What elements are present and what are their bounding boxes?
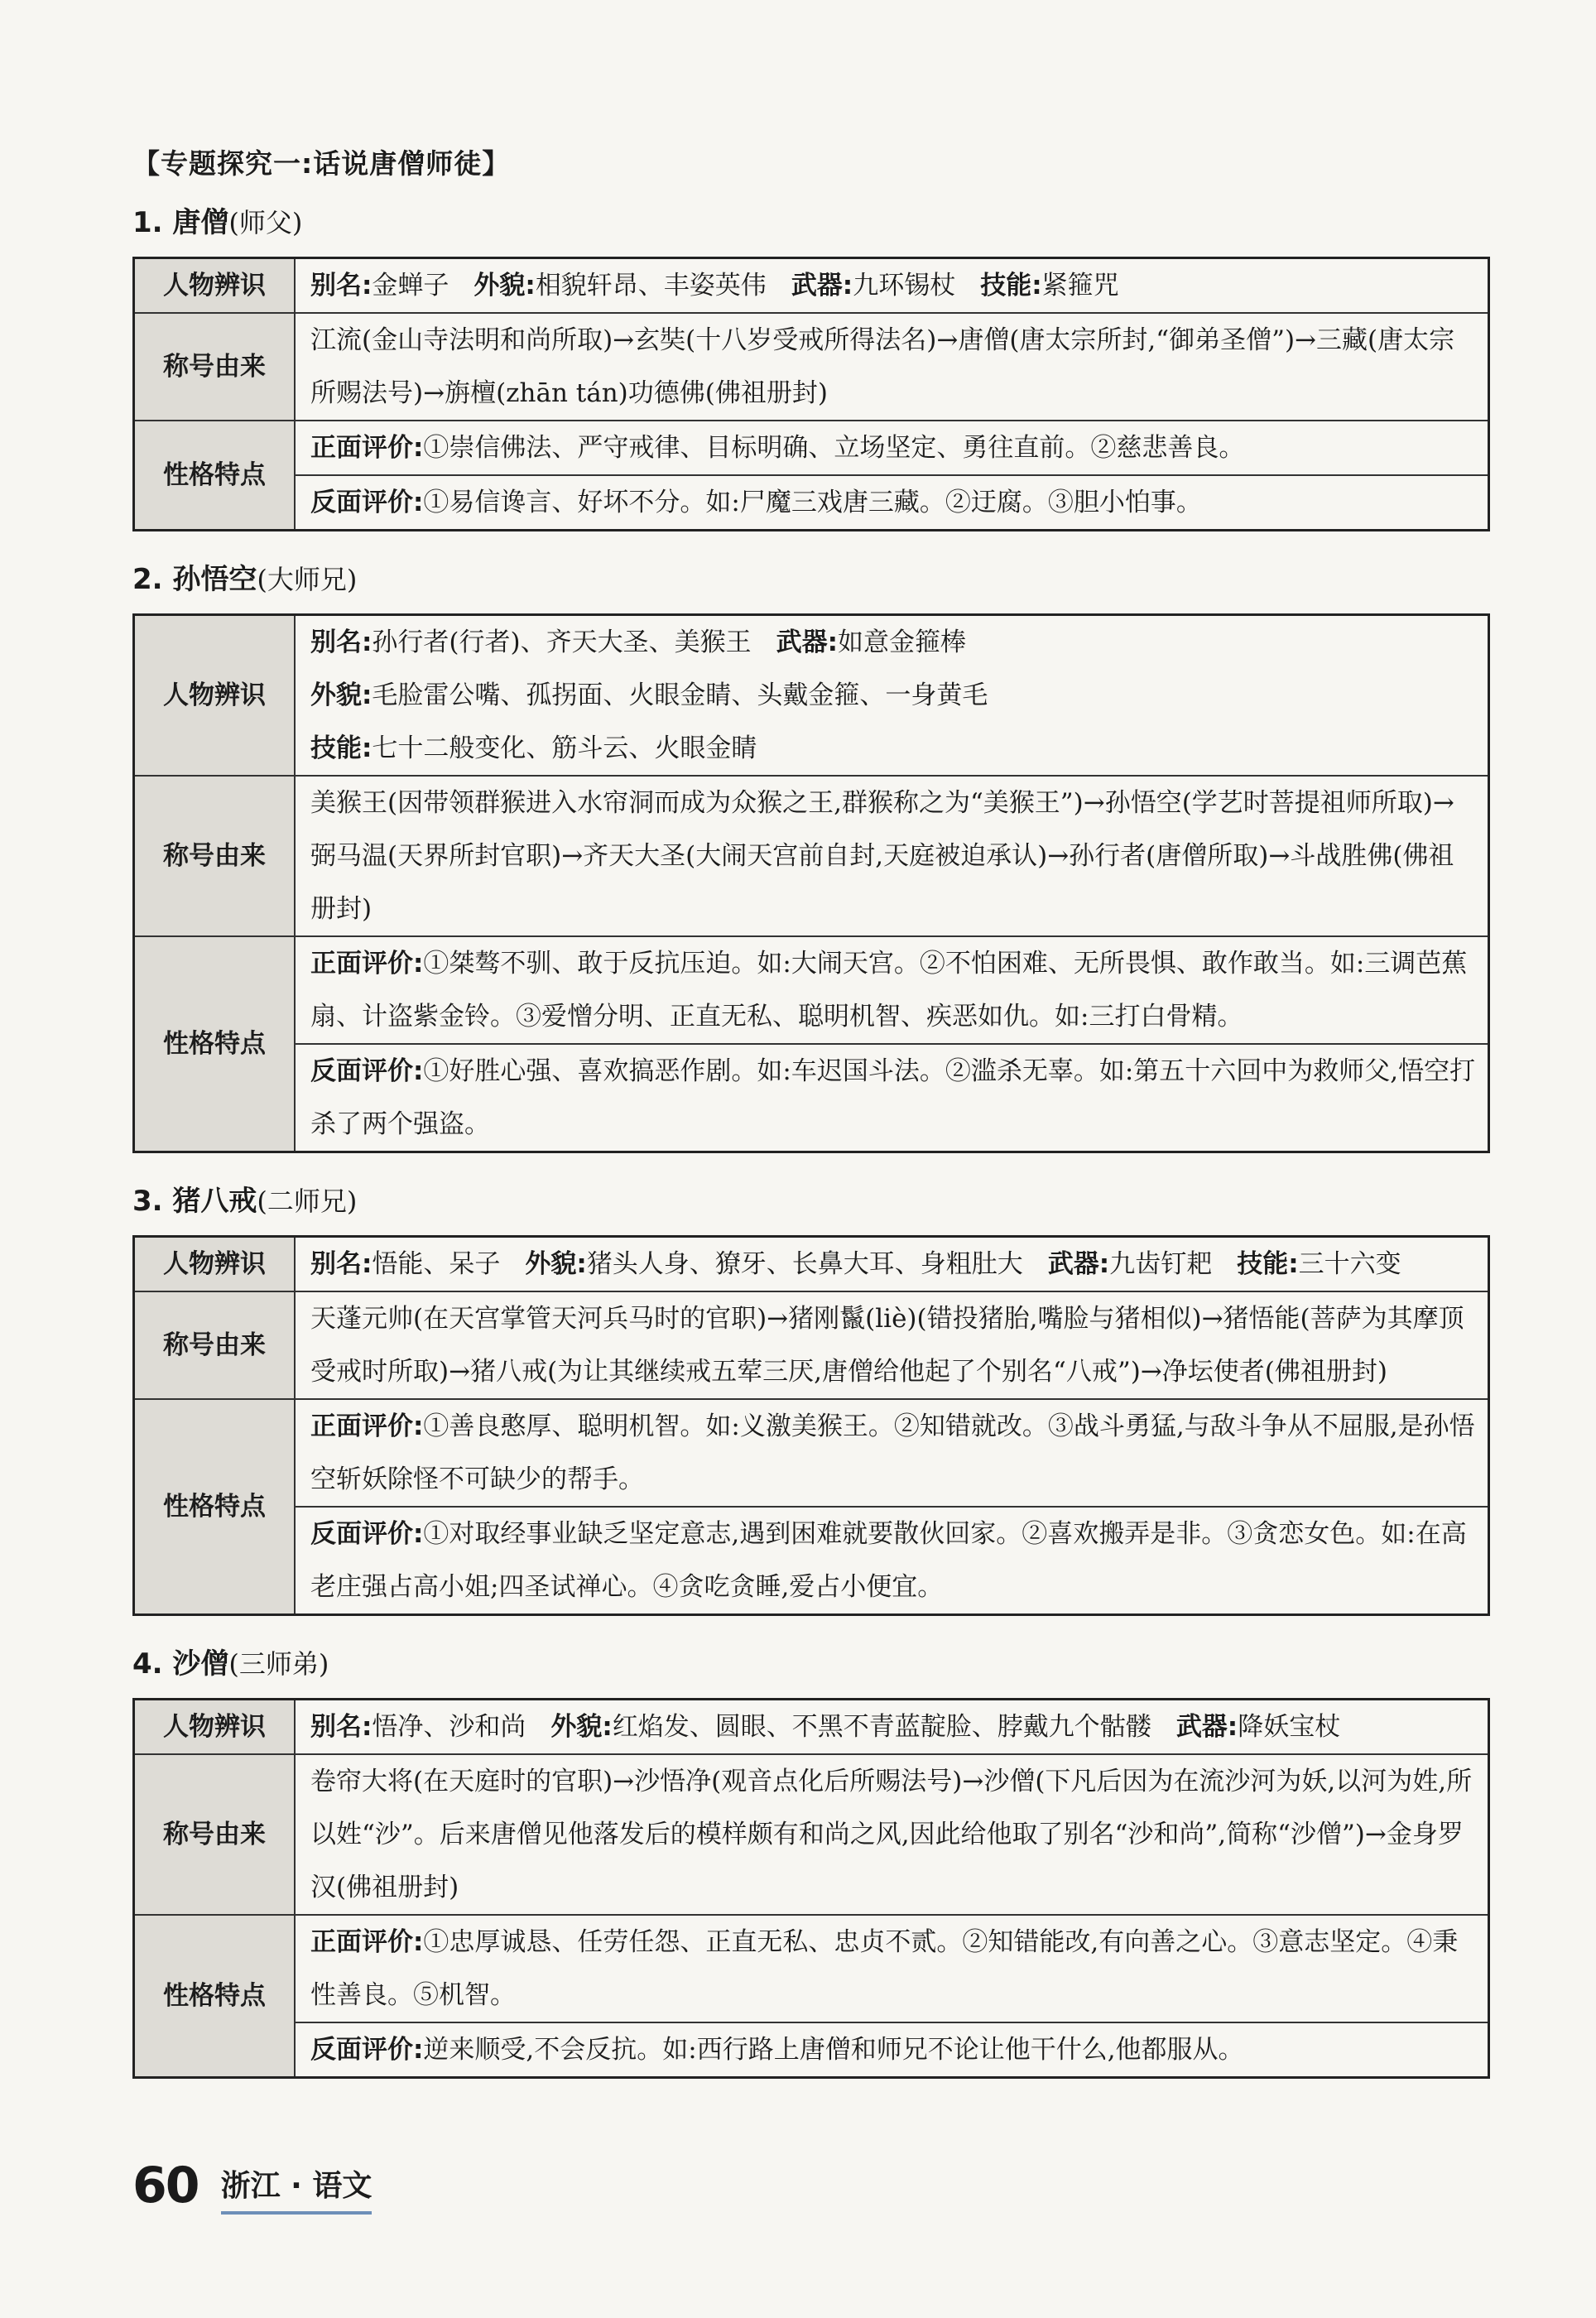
identity-cell bbox=[295, 1700, 1489, 1755]
positive-label: 正面评价: bbox=[310, 949, 424, 979]
field-value: 降妖宝杖 bbox=[1238, 1712, 1341, 1742]
field-value: 如意金箍棒 bbox=[838, 628, 966, 657]
field-label: 武器: bbox=[791, 271, 853, 301]
field-value: 孙行者(行者)、齐天大圣、美猴王 bbox=[372, 628, 752, 657]
character-role: (师父) bbox=[228, 207, 303, 238]
identity-line bbox=[310, 722, 1476, 775]
negative-evaluation bbox=[295, 2022, 1489, 2078]
field-label: 别名: bbox=[310, 1249, 373, 1279]
character-name: 1. 唐僧 bbox=[132, 206, 229, 239]
field-value: 三十六变 bbox=[1298, 1249, 1401, 1279]
negative-label: 反面评价: bbox=[310, 1056, 424, 1086]
field-label: 武器: bbox=[1047, 1249, 1110, 1279]
identity-row bbox=[134, 1237, 1489, 1292]
field-value: 毛脸雷公嘴、孤拐面、火眼金睛、头戴金箍、一身黄毛 bbox=[372, 680, 988, 710]
personality-negative-row bbox=[134, 2022, 1489, 2078]
character-table bbox=[132, 1698, 1490, 2079]
negative-text: ①易信谗言、好坏不分。如:尸魔三戏唐三藏。②迂腐。③胆小怕事。 bbox=[423, 488, 1202, 517]
field-value: 七十二般变化、筋斗云、火眼金睛 bbox=[372, 733, 757, 763]
footer-label: 浙江 · 语文 bbox=[221, 2162, 373, 2215]
character-role: (三师弟) bbox=[228, 1648, 329, 1680]
positive-evaluation bbox=[295, 1399, 1489, 1507]
origin-row bbox=[134, 776, 1489, 936]
personality-positive-row bbox=[134, 1399, 1489, 1507]
field-label: 技能: bbox=[1237, 1249, 1299, 1279]
negative-evaluation bbox=[295, 1507, 1489, 1615]
identity-line bbox=[310, 1238, 1476, 1291]
negative-text: ①好胜心强、喜欢搞恶作剧。如:车迟国斗法。②滥杀无辜。如:第五十六回中为救师父,悟空打杀了两个强盗。 bbox=[310, 1056, 1476, 1139]
positive-text: ①桀骜不驯、敢于反抗压迫。如:大闹天宫。②不怕困难、无所畏惧、敢作敢当。如:三调芭蕉扇、计盗紫金铃。③爱憎分明、正直无私、聪明机智、疾恶如仇。如:三打白骨精。 bbox=[310, 949, 1468, 1032]
row-header-origin: 称号由来 bbox=[134, 776, 296, 936]
origin-row bbox=[134, 1754, 1489, 1915]
negative-label: 反面评价: bbox=[310, 2035, 424, 2065]
section-title bbox=[132, 556, 1490, 597]
positive-text: ①忠厚诚恳、任劳任怨、正直无私、忠贞不贰。②知错能改,有向善之心。③意志坚定。④秉性善良。⑤机智。 bbox=[310, 1927, 1459, 2010]
row-header-identity: 人物辨识 bbox=[134, 258, 296, 314]
negative-evaluation bbox=[295, 475, 1489, 531]
character-role: (大师兄) bbox=[257, 564, 358, 595]
field-value: 悟净、沙和尚 bbox=[372, 1712, 526, 1742]
field-label: 别名: bbox=[310, 628, 373, 657]
personality-negative-row bbox=[134, 1044, 1489, 1152]
row-header-origin: 称号由来 bbox=[134, 1754, 296, 1915]
field-label: 技能: bbox=[310, 733, 373, 763]
positive-label: 正面评价: bbox=[310, 1927, 424, 1957]
personality-positive-row bbox=[134, 936, 1489, 1044]
identity-line bbox=[310, 259, 1476, 312]
character-name: 4. 沙僧 bbox=[132, 1647, 229, 1681]
origin-text: 美猴王(因带领群猴进入水帘洞而成为众猴之王,群猴称之为“美猴王”)→孙悟空(学艺时菩提祖师所取)→弼马温(天界所封官职)→齐天大圣(大闹天宫前自封,天庭被迫承认)→孙行者(唐僧所取)→斗战胜佛(佛祖册封) bbox=[295, 776, 1489, 936]
topic-heading: 【专题探究一:话说唐僧师徒】 bbox=[132, 147, 511, 180]
field-value: 相貌轩昂、丰姿英伟 bbox=[535, 271, 767, 301]
positive-evaluation bbox=[295, 936, 1489, 1044]
row-header-personality: 性格特点 bbox=[134, 421, 296, 531]
personality-negative-row bbox=[134, 1507, 1489, 1615]
positive-text: ①善良憨厚、聪明机智。如:义激美猴王。②知错就改。③战斗勇猛,与敌斗争从不屈服,是孙悟空斩妖除怪不可缺少的帮手。 bbox=[310, 1411, 1475, 1494]
positive-label: 正面评价: bbox=[310, 1411, 424, 1441]
section-title bbox=[132, 200, 1490, 240]
field-label: 武器: bbox=[1175, 1712, 1238, 1742]
row-header-identity: 人物辨识 bbox=[134, 1237, 296, 1292]
identity-line bbox=[310, 616, 1476, 669]
positive-label: 正面评价: bbox=[310, 433, 424, 463]
negative-evaluation bbox=[295, 1044, 1489, 1152]
identity-row bbox=[134, 1700, 1489, 1755]
row-header-identity: 人物辨识 bbox=[134, 615, 296, 777]
section-title bbox=[132, 1178, 1490, 1219]
field-value: 九环锡杖 bbox=[853, 271, 956, 301]
field-value: 红焰发、圆眼、不黑不青蓝靛脸、脖戴九个骷髅 bbox=[612, 1712, 1151, 1742]
character-name: 3. 猪八戒 bbox=[132, 1185, 257, 1218]
personality-negative-row bbox=[134, 475, 1489, 531]
positive-evaluation bbox=[295, 421, 1489, 475]
negative-label: 反面评价: bbox=[310, 488, 424, 517]
character-table bbox=[132, 257, 1490, 531]
section-title bbox=[132, 1641, 1490, 1681]
origin-text: 卷帘大将(在天庭时的官职)→沙悟净(观音点化后所赐法号)→沙僧(下凡后因为在流沙河为妖,以河为姓,所以姓“沙”。后来唐僧见他落发后的模样颇有和尚之风,因此给他取了别名“沙和尚”,简称“沙僧”)→金身罗汉(佛祖册封) bbox=[295, 1754, 1489, 1915]
identity-cell bbox=[295, 615, 1489, 777]
row-header-personality: 性格特点 bbox=[134, 936, 296, 1152]
identity-row bbox=[134, 258, 1489, 314]
field-label: 技能: bbox=[980, 271, 1042, 301]
positive-text: ①崇信佛法、严守戒律、目标明确、立场坚定、勇往直前。②慈悲善良。 bbox=[423, 433, 1245, 463]
field-value: 猪头人身、獠牙、长鼻大耳、身粗肚大 bbox=[586, 1249, 1023, 1279]
row-header-identity: 人物辨识 bbox=[134, 1700, 296, 1755]
character-table bbox=[132, 613, 1490, 1153]
negative-text: ①对取经事业缺乏坚定意志,遇到困难就要散伙回家。②喜欢搬弄是非。③贪恋女色。如:在高老庄强占高小姐;四圣试禅心。④贪吃贪睡,爱占小便宜。 bbox=[310, 1519, 1467, 1602]
identity-row bbox=[134, 615, 1489, 777]
field-label: 外貌: bbox=[525, 1249, 587, 1279]
field-value: 紧箍咒 bbox=[1041, 271, 1119, 301]
field-value: 九齿钉耙 bbox=[1109, 1249, 1213, 1279]
field-label: 武器: bbox=[776, 628, 838, 657]
field-label: 外貌: bbox=[310, 680, 373, 710]
row-header-personality: 性格特点 bbox=[134, 1399, 296, 1615]
negative-text: 逆来顺受,不会反抗。如:西行路上唐僧和师兄不论让他干什么,他都服从。 bbox=[423, 2035, 1244, 2065]
identity-line bbox=[310, 669, 1476, 722]
origin-text: 天蓬元帅(在天宫掌管天河兵马时的官职)→猪刚鬣(liè)(错投猪胎,嘴脸与猪相似)→猪悟能(菩萨为其摩顶受戒时所取)→猪八戒(为让其继续戒五荤三厌,唐僧给他起了个别名“八戒”)→净坛使者(佛祖册封) bbox=[295, 1291, 1489, 1399]
page-number: 60 bbox=[132, 2157, 199, 2215]
personality-positive-row bbox=[134, 421, 1489, 475]
origin-text: 江流(金山寺法明和尚所取)→玄奘(十八岁受戒所得法名)→唐僧(唐太宗所封,“御弟圣僧”)→三藏(唐太宗所赐法号)→旃檀(zhān tán)功德佛(佛祖册封) bbox=[295, 313, 1489, 421]
positive-evaluation bbox=[295, 1915, 1489, 2022]
identity-cell bbox=[295, 1237, 1489, 1292]
field-label: 外貌: bbox=[474, 271, 536, 301]
character-sections bbox=[132, 200, 1490, 2079]
field-label: 别名: bbox=[310, 1712, 373, 1742]
row-header-origin: 称号由来 bbox=[134, 313, 296, 421]
character-role: (二师兄) bbox=[257, 1185, 358, 1217]
page-footer bbox=[132, 2157, 372, 2223]
personality-positive-row bbox=[134, 1915, 1489, 2022]
negative-label: 反面评价: bbox=[310, 1519, 424, 1549]
row-header-personality: 性格特点 bbox=[134, 1915, 296, 2078]
row-header-origin: 称号由来 bbox=[134, 1291, 296, 1399]
identity-line bbox=[310, 1700, 1476, 1753]
identity-cell bbox=[295, 258, 1489, 314]
character-name: 2. 孙悟空 bbox=[132, 563, 257, 596]
character-table bbox=[132, 1235, 1490, 1616]
field-label: 外貌: bbox=[550, 1712, 613, 1742]
field-value: 金蝉子 bbox=[372, 271, 449, 301]
origin-row bbox=[134, 1291, 1489, 1399]
field-label: 别名: bbox=[310, 271, 373, 301]
origin-row bbox=[134, 313, 1489, 421]
page-content bbox=[132, 124, 1490, 2104]
field-value: 悟能、呆子 bbox=[372, 1249, 501, 1279]
